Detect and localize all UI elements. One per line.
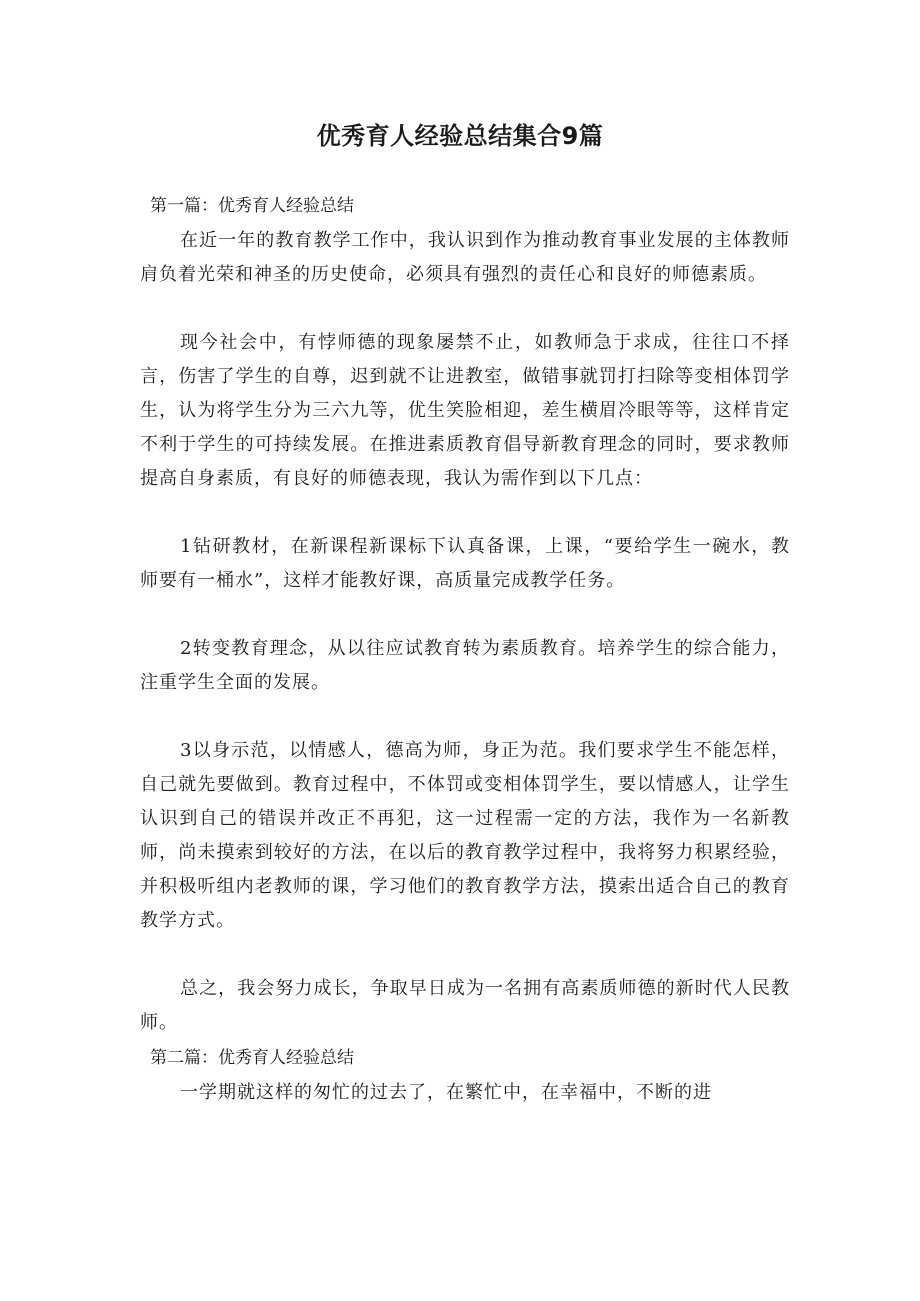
paragraph: 3以身示范，以情感人，德高为师，身正为范。我们要求学生不能怎样，自己就先要做到。教育过程中，不体罚或变相体罚学生，要以情感人，让学生认识到自己的错误并改正不再犯，这一过程需一定的方法，我作为一名新教师，尚未摸索到较好的方法，在以后的教育教学过程中，我将努力积累经验，并积极听组内老教师的课，学习他们的教育教学方法，摸索出适合自己的教育教学方式。	[140, 740, 790, 931]
section-heading-1: 第一篇：优秀育人经验总结	[150, 196, 354, 216]
paragraph: 1钻研教材，在新课程新课标下认真备课，上课，“要给学生一碗水，教师要有一桶水”，这样才能教好课，高质量完成教学任务。	[140, 536, 790, 591]
section-heading-2: 第二篇：优秀育人经验总结	[150, 1048, 354, 1068]
paragraph: 一学期就这样的匆忙的过去了，在繁忙中，在幸福中，不断的进	[180, 1082, 712, 1103]
paragraph: 在近一年的教育教学工作中，我认识到作为推动教育事业发展的主体教师肩负着光荣和神圣的历史使命，必须具有强烈的责任心和良好的师德素质。	[140, 230, 790, 285]
paragraph: 总之，我会努力成长，争取早日成为一名拥有高素质师德的新时代人民教师。	[140, 978, 790, 1033]
document-body	[140, 188, 790, 1110]
paragraph: 2转变教育理念，从以往应试教育转为素质教育。培养学生的综合能力，注重学生全面的发展。	[140, 638, 790, 693]
paragraph: 现今社会中，有悖师德的现象屡禁不止，如教师急于求成，往往口不择言，伤害了学生的自尊，迟到就不让进教室，做错事就罚打扫除等变相体罚学生，认为将学生分为三六九等，优生笑脸相迎，差生横眉冷眼等等，这样肯定不利于学生的可持续发展。在推进素质教育倡导新教育理念的同时，要求教师提高自身素质，有良好的师德表现，我认为需作到以下几点：	[140, 332, 790, 489]
document-title: 优秀育人经验总结集合9篇	[316, 122, 604, 150]
